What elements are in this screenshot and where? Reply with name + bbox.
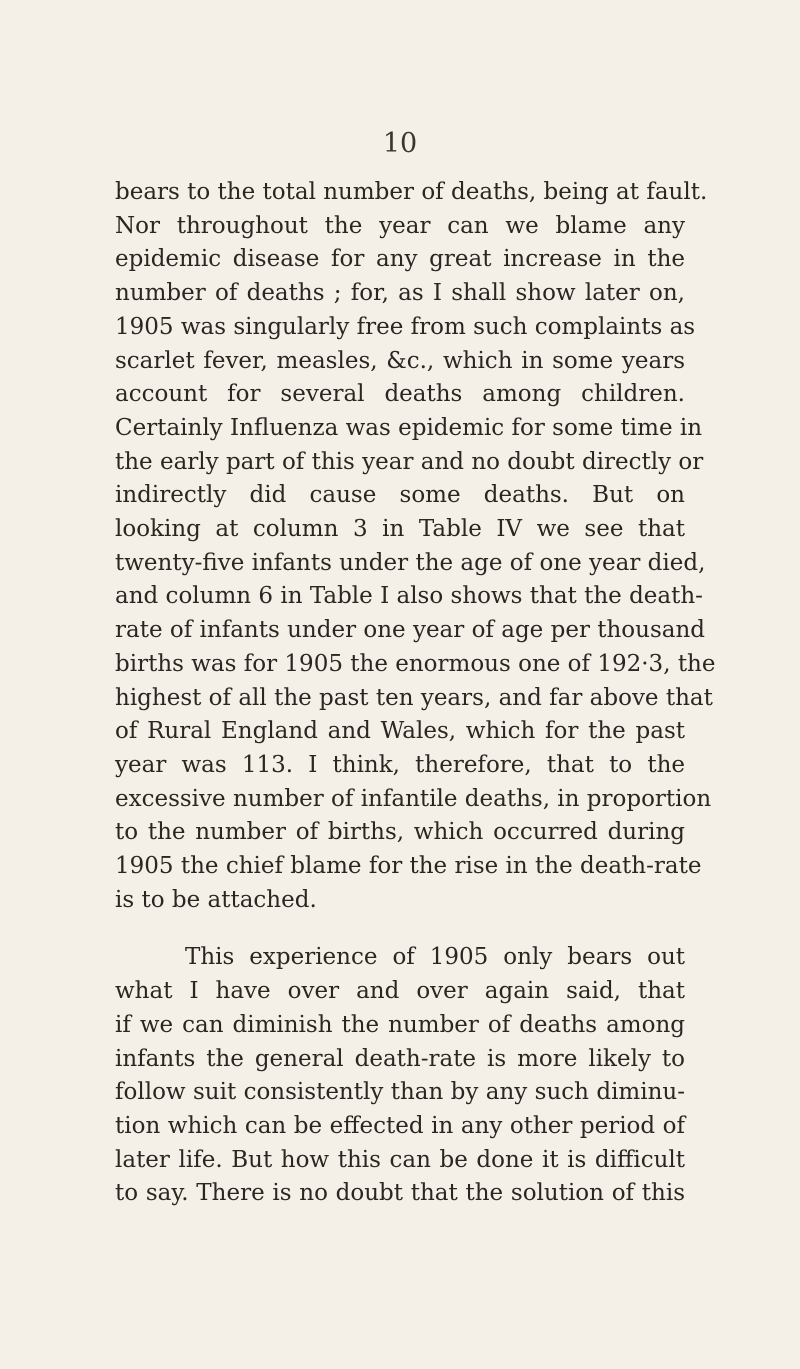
text-line: to say. There is no doubt that the solution of this	[115, 1180, 685, 1207]
text-line: of Rural England and Wales, which for the past	[115, 718, 685, 745]
text-line: epidemic disease for any great increase in the	[115, 246, 685, 273]
text-line: 1905 was singularly free from such complaints as	[115, 313, 696, 340]
text-line: indirectly did cause some deaths. But on	[115, 482, 685, 509]
text-line: highest of all the past ten years, and far above that	[115, 684, 713, 711]
text-line: excessive number of infantile deaths, in proportion	[115, 785, 712, 812]
text-line: year was 113. I think, therefore, that to the	[115, 751, 685, 778]
text-line: rate of infants under one year of age per thousand	[115, 617, 706, 644]
text-line: to the number of births, which occurred during	[115, 819, 685, 846]
text-line: 1905 the chief blame for the rise in the death-rate	[115, 853, 702, 880]
paragraph-2	[115, 941, 685, 1211]
text-line: and column 6 in Table I also shows that the death-	[115, 583, 703, 610]
text-line: tion which can be effected in any other period of	[115, 1112, 685, 1139]
text-line: follow suit consistently than by any such diminu-	[115, 1079, 685, 1106]
text-line: Certainly Influenza was epidemic for some time in	[115, 414, 703, 441]
text-line: scarlet fever, measles, &c., which in some years	[115, 347, 685, 374]
text-line: This experience of 1905 only bears out	[185, 944, 685, 971]
text-line: later life. But how this can be done it is difficult	[115, 1146, 685, 1173]
text-line: if we can diminish the number of deaths among	[115, 1011, 685, 1038]
text-line: infants the general death-rate is more likely to	[115, 1045, 685, 1072]
text-line: looking at column 3 in Table IV we see that	[115, 516, 685, 543]
text-line: what I have over and over again said, that	[115, 978, 685, 1005]
paragraph-1	[115, 176, 716, 917]
text-line: is to be attached.	[115, 886, 317, 913]
text-line: twenty-five infants under the age of one year died,	[115, 549, 706, 576]
text-line: account for several deaths among children.	[115, 381, 685, 408]
page-number: 10	[382, 128, 418, 159]
text-line: number of deaths ; for, as I shall show later on,	[115, 280, 685, 307]
text-line: births was for 1905 the enormous one of 192·3, the	[115, 650, 716, 677]
text-line: the early part of this year and no doubt directly or	[115, 448, 704, 475]
body-text	[115, 176, 716, 1211]
text-line: Nor throughout the year can we blame any	[115, 212, 685, 239]
text-line: bears to the total number of deaths, being at fault.	[115, 179, 708, 205]
